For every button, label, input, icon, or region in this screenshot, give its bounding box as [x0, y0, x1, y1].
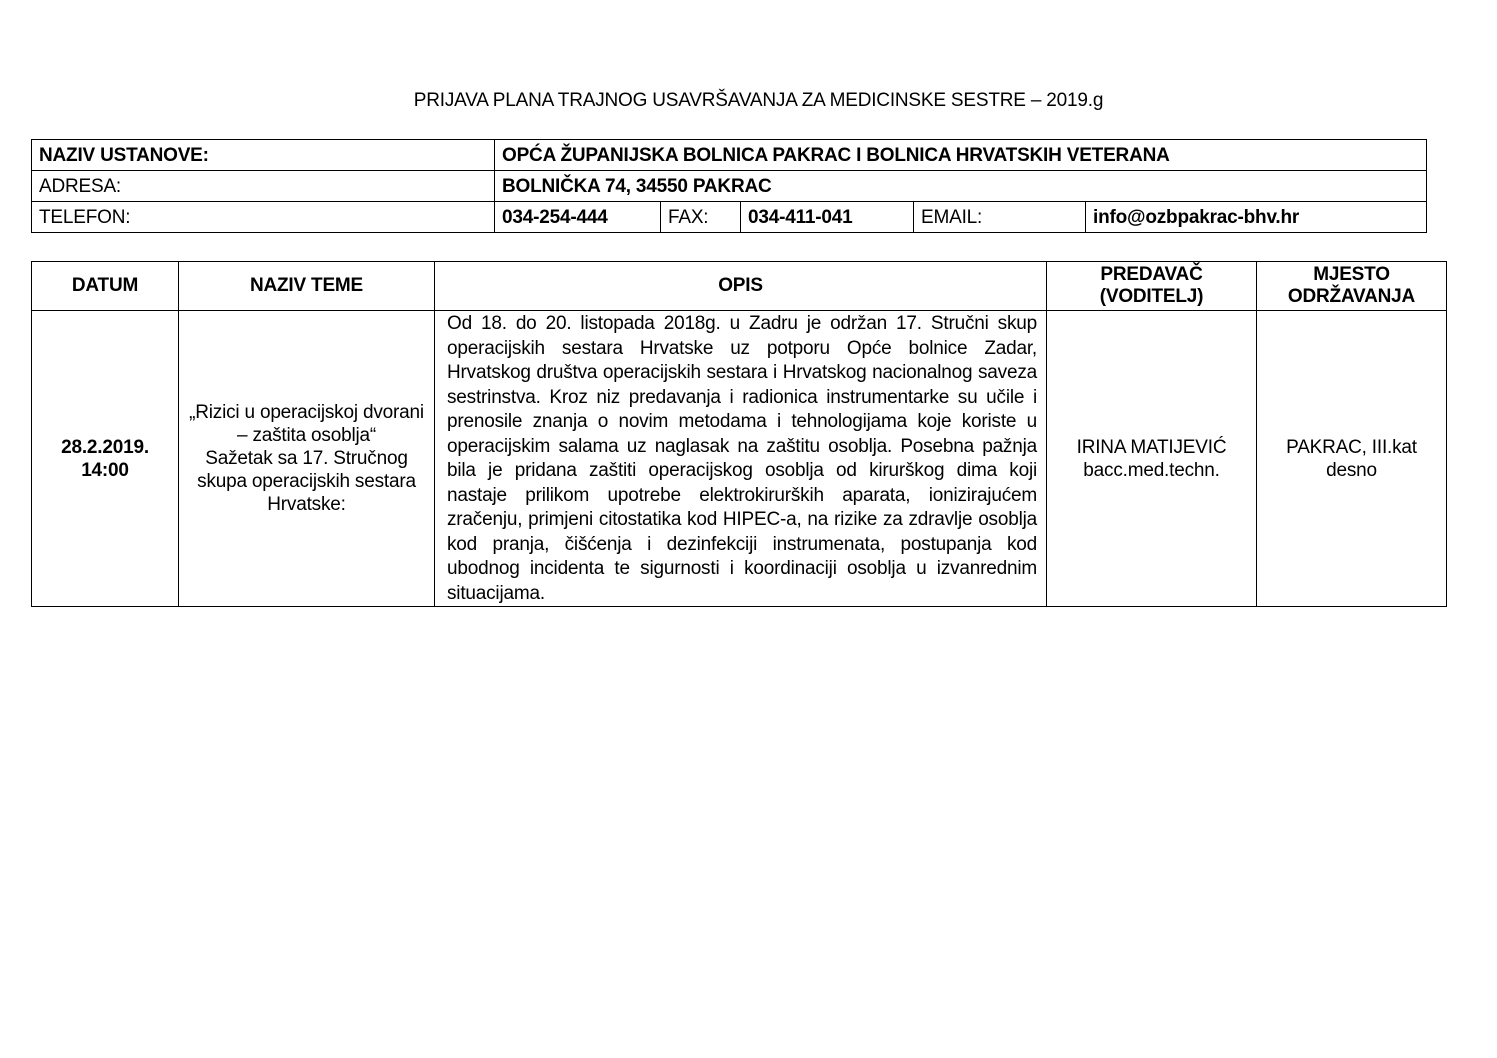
header-opis: OPIS — [435, 262, 1047, 311]
institution-email-value: info@ozbpakrac-bhv.hr — [1086, 202, 1427, 233]
header-datum: DATUM — [32, 262, 179, 311]
institution-contact-row — [32, 202, 1427, 233]
institution-phone-label: TELEFON: — [32, 202, 495, 233]
location-cell — [1257, 311, 1447, 607]
institution-address-value: BOLNIČKA 74, 34550 PAKRAC — [495, 171, 1427, 202]
lecturer-title: bacc.med.techn. — [1083, 459, 1220, 481]
institution-info-table — [31, 139, 1427, 233]
training-plan-table — [31, 261, 1447, 607]
institution-fax-value: 034-411-041 — [741, 202, 914, 233]
header-predavac: PREDAVAČ (VODITELJ) — [1047, 262, 1257, 311]
date-value: 28.2.2019. — [61, 436, 149, 458]
header-mjesto: MJESTO ODRŽAVANJA — [1257, 262, 1447, 311]
plan-header-row — [32, 262, 1447, 311]
institution-phone-value: 034-254-444 — [495, 202, 661, 233]
institution-fax-label: FAX: — [661, 202, 741, 233]
time-value: 14:00 — [81, 459, 129, 481]
table-row — [32, 311, 1447, 607]
topic-cell — [179, 311, 435, 607]
topic-subtitle: Sažetak sa 17. Stručnog skupa operacijskih sestara Hrvatske: — [197, 448, 416, 515]
location-line-2: desno — [1326, 459, 1377, 481]
lecturer-cell — [1047, 311, 1257, 607]
institution-name-label: NAZIV USTANOVE: — [32, 140, 495, 171]
page-title: PRIJAVA PLANA TRAJNOG USAVRŠAVANJA ZA MEDICINSKE SESTRE – 2019.g — [413, 90, 1104, 111]
institution-address-row — [32, 171, 1427, 202]
date-cell — [32, 311, 179, 607]
location-line-1: PAKRAC, III.kat — [1286, 436, 1417, 458]
institution-name-value: OPĆA ŽUPANIJSKA BOLNICA PAKRAC I BOLNICA HRVATSKIH VETERANA — [495, 140, 1427, 171]
topic-title: „Rizici u operacijskoj dvorani – zaštita osoblja“ — [189, 402, 424, 446]
institution-address-label: ADRESA: — [32, 171, 495, 202]
institution-email-label: EMAIL: — [914, 202, 1086, 233]
lecturer-name: IRINA MATIJEVIĆ — [1076, 436, 1227, 458]
description-cell: Od 18. do 20. listopada 2018g. u Zadru je održan 17. Stručni skup operacijskih sestara Hrvatske uz potporu Opće bolnice Zadar, Hrvatskog društva operacijskih sestara i Hrvatskog nacionalnog saveza sestrinstva. Kroz niz predavanja i radionica instrumentarke su učile i prenosile znanja o novim metodama i tehnologijama koje koriste u operacijskim salama uz naglasak na zaštitu osoblja. Posebna pažnja bila je pridana zaštiti operacijskog osoblja od kirurškog dima koji nastaje prilikom upotrebe elektrokirurških aparata, ionizirajućem zračenju, primjeni citostatika kod HIPEC-a, na rizike za zdravlje osoblja kod pranja, čišćenja i dezinfekciji instrumenata, postupanja kod ubodnog incidenta te sigurnosti i koordinaciji osoblja u izvanrednim situacijama. — [435, 311, 1047, 607]
header-naziv-teme: NAZIV TEME — [179, 262, 435, 311]
institution-name-row — [32, 140, 1427, 171]
